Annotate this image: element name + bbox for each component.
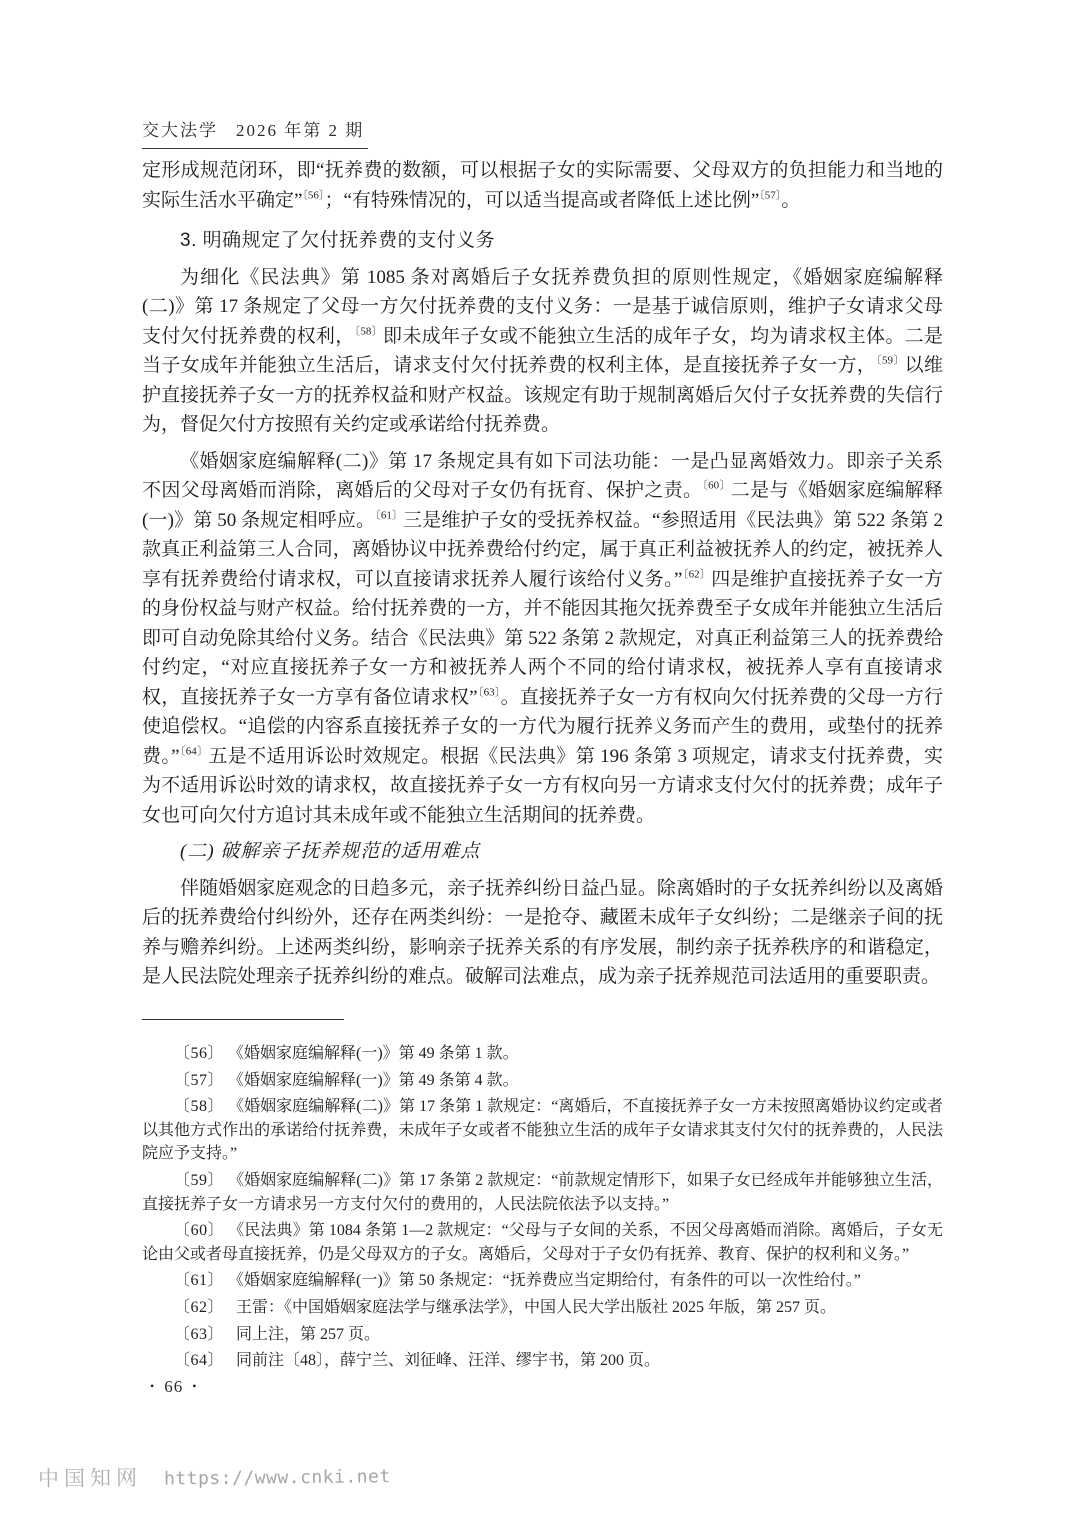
- section-heading: 3. 明确规定了欠付抚养费的支付义务: [180, 230, 496, 251]
- footnote-text: 《民法典》第 1084 条第 1—2 款规定：“父母与子女间的关系，不因父母离婚而消除。离婚后，子女无论由父或者母直接抚养，仍是父母双方的子女。离婚后，父母对于子女仍有抚养、教育、保护的权利和义务。”: [142, 1222, 943, 1263]
- footnote-item: [142, 1269, 943, 1293]
- footnote-ref: 〔57〕: [759, 189, 782, 202]
- paragraph-continuation: 定形成规范闭环，即“抚养费的数额，可以根据子女的实际需要、父母双方的负担能力和当地的实际生活水平确定”$^{〔56〕}$；“有特殊情况的，可以适当提高或者降低上述比例”$^{〔57〕}$。: [142, 160, 943, 211]
- footnote-item: [142, 1323, 943, 1347]
- footnote-text: 同前注〔48〕，薛宁兰、刘征峰、汪洋、缪宇书，第 200 页。: [236, 1352, 661, 1370]
- footnote-text: 同上注，第 257 页。: [236, 1325, 381, 1343]
- page-number-right-dot: •: [192, 1379, 198, 1393]
- footnote-ref: 〔56〕: [302, 189, 325, 202]
- footnote-ref: 〔63〕: [477, 686, 501, 699]
- watermark-url: https://www.cnki.net: [163, 1466, 391, 1490]
- page-number-value: 66: [164, 1377, 184, 1396]
- footnote-item: [142, 1219, 943, 1266]
- footnote-ref: 〔58〕: [354, 325, 383, 338]
- paragraph: 为细化《民法典》第 1085 条对离婚后子女抚养费负担的原则性规定，《婚姻家庭编解释(二)》第 17 条规定了父母一方欠付抚养费的支付义务：一是基于诚信原则，维护子女请求父母支付欠付抚养费的权利，$^{〔58〕}$即未成年子女或不能独立生活的成年子女，均为请求权主体。二是当子女成年并能独立生活后，请求支付欠付抚养费的权利主体，是直接抚养子女一方，$^{〔59〕}$以维护直接抚养子女一方的抚养权益和财产权益。该规定有助于规制离婚后欠付子女抚养费的失信行为，督促欠付方按照有关约定或承诺给付抚养费。: [142, 266, 943, 435]
- footnote-item: [142, 1069, 943, 1093]
- footnote-marker: 〔61〕: [174, 1272, 225, 1290]
- footnote-text: 《婚姻家庭编解释(一)》第 49 条第 4 款。: [236, 1071, 519, 1089]
- watermark-site-name: 中国知网: [37, 1465, 143, 1491]
- paragraph: 《婚姻家庭编解释(二)》第 17 条规定具有如下司法功能：一是凸显离婚效力。即亲子关系不因父母离婚而消除，离婚后的父母对子女仍有抚育、保护之责。$^{〔60〕}$二是与《婚姻家庭编解释(一)》第 50 条规定相呼应。$^{〔61〕}$三是维护子女的受抚养权益。“参照适用《民法典》第 522 条第 2 款真正利益第三人合同，离婚协议中抚养费给付约定，属于真正利益被抚养人的约定，被抚养人享有抚养费给付请求权，可以直接请求抚养人履行该给付义务。”$^{〔62〕}$四是维护直接抚养子女一方的身份权益与财产权益。给付抚养费的一方，并不能因其拖欠抚养费至子女成年并能独立生活后即可自动免除其给付义务。结合《民法典》第 522 条第 2 款规定，对真正利益第三人的抚养费给付约定，“对应直接抚养子女一方和被抚养人两个不同的给付请求权，被抚养人享有直接请求权，直接抚养子女一方享有备位请求权”$^{〔63〕}$。直接抚养子女一方有权向欠付抚养费的父母一方行使追偿权。“追偿的内容系直接抚养子女的一方代为履行抚养义务而产生的费用，或垫付的抚养费。”$^{〔64〕}$五是不适用诉讼时效规定。根据《民法典》第 196 条第 3 项规定，请求支付抚养费，实为不适用诉讼时效的请求权，故直接抚养子女一方有权向另一方请求支付欠付的抚养费；成年子女也可向欠付方追讨其未成年或不能独立生活期间的抚养费。: [142, 450, 944, 826]
- page-number: [150, 1377, 197, 1397]
- footnote-item: [142, 1095, 943, 1166]
- journal-name: 交大法学: [142, 121, 218, 140]
- footnote-marker: 〔63〕: [174, 1325, 225, 1343]
- footnote-text: 《婚姻家庭编解释(二)》第 17 条第 1 款规定：“离婚后，不直接抚养子女一方未按照离婚协议约定或者以其他方式作出的承诺给付抚养费，未成年子女或者不能独立生活的成年子女请求其支付欠付的抚养费的，人民法院应予支持。”: [142, 1098, 943, 1163]
- footnote-marker: 〔56〕: [174, 1045, 225, 1062]
- footnotes: [142, 1042, 943, 1376]
- issue-label: 2026 年第 2 期: [236, 121, 365, 140]
- footnote-ref: 〔60〕: [702, 479, 731, 492]
- footnote-text: 王雷：《中国婚姻家庭法学与继承法学》，中国人民大学出版社 2025 年版，第 257 页。: [236, 1298, 837, 1316]
- footnote-marker: 〔57〕: [174, 1071, 225, 1089]
- article-body: [142, 156, 943, 992]
- footnote-item: [142, 1296, 943, 1320]
- subsection-heading: (二) 破解亲子抚养规范的适用难点: [180, 841, 481, 862]
- footnote-separator: [142, 1019, 344, 1020]
- footnote-ref: 〔62〕: [682, 568, 712, 581]
- footnote-ref: 〔61〕: [375, 509, 404, 522]
- footnote-marker: 〔58〕: [174, 1098, 225, 1116]
- footnote-item: [142, 1169, 943, 1216]
- footnote-ref: 〔64〕: [179, 745, 209, 758]
- footnote-text: 《婚姻家庭编解释(一)》第 50 条规定：“抚养费应当定期给付，有条件的可以一次性给付。”: [236, 1272, 861, 1290]
- page-number-left-dot: •: [150, 1379, 156, 1393]
- footnote-ref: 〔59〕: [876, 354, 905, 367]
- footnote-marker: 〔60〕: [174, 1222, 225, 1240]
- footnote-marker: 〔64〕: [174, 1352, 225, 1370]
- journal-running-head: [142, 116, 368, 149]
- footnote-text: 《婚姻家庭编解释(二)》第 17 条第 2 款规定：“前款规定情形下，如果子女已经成年并能够独立生活，直接抚养子女一方请求另一方支付欠付的费用的，人民法院依法予以支持。”: [142, 1171, 943, 1213]
- footnote-item: [142, 1349, 943, 1373]
- footnote-item: [142, 1042, 943, 1066]
- paragraph: 伴随婚姻家庭观念的日趋多元，亲子抚养纠纷日益凸显。除离婚时的子女抚养纠纷以及离婚后的抚养费给付纠纷外，还存在两类纠纷：一是抢夺、藏匿未成年子女纠纷；二是继亲子间的抚养与赡养纠纷。上述两类纠纷，影响亲子抚养关系的有序发展，制约亲子抚养秩序的和谐稳定，是人民法院处理亲子抚养纠纷的难点。破解司法难点，成为亲子抚养规范司法适用的重要职责。: [142, 877, 943, 987]
- footnote-marker: 〔62〕: [174, 1298, 225, 1316]
- footnote-marker: 〔59〕: [174, 1171, 225, 1189]
- footnote-text: 《婚姻家庭编解释(一)》第 49 条第 1 款。: [236, 1045, 519, 1062]
- cnki-watermark: [38, 1459, 391, 1493]
